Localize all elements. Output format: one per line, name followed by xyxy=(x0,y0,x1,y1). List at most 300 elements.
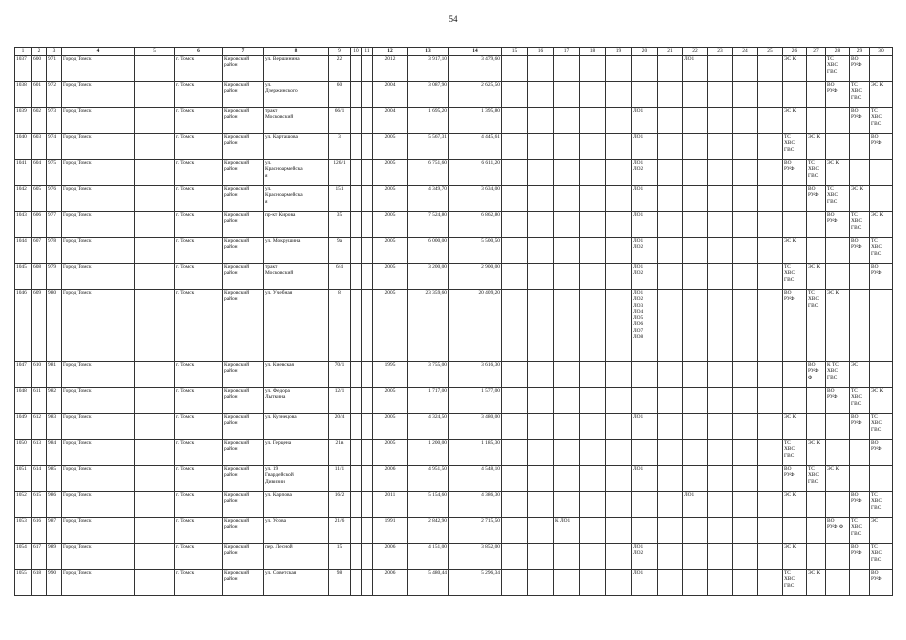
cell-col-19 xyxy=(606,570,632,596)
cell-col-10 xyxy=(351,570,362,596)
cell-col-16 xyxy=(528,570,554,596)
cell-col-21 xyxy=(658,238,683,264)
cell-col-27: ЭС К xyxy=(807,570,826,596)
cell-col-30: ТС ХВС ГВС xyxy=(870,414,893,440)
cell-col-28: ВО РУФ xyxy=(826,388,850,414)
cell-col-23 xyxy=(708,544,733,570)
cell-col-18 xyxy=(580,160,606,186)
cell-col-2: 610 xyxy=(32,362,47,388)
column-number-18: 18 xyxy=(580,48,606,56)
cell-col-20: ЛО1 xyxy=(632,134,658,160)
cell-col-7: Кировский район xyxy=(223,108,264,134)
cell-col-11 xyxy=(362,544,373,570)
cell-col-26: ВО РУФ xyxy=(783,290,807,362)
table-row xyxy=(15,134,893,160)
cell-col-18 xyxy=(580,518,606,544)
column-number-22: 22 xyxy=(683,48,708,56)
cell-col-26: ТС ХВС ГВС xyxy=(783,264,807,290)
cell-col-2: 608 xyxy=(32,264,47,290)
cell-col-26 xyxy=(783,518,807,544)
cell-col-17 xyxy=(554,160,580,186)
cell-col-3: 990 xyxy=(47,570,62,596)
cell-col-23 xyxy=(708,134,733,160)
cell-col-28 xyxy=(826,238,850,264)
cell-col-15 xyxy=(502,290,528,362)
cell-col-22 xyxy=(683,544,708,570)
cell-col-14: 4 445,61 xyxy=(449,134,502,160)
page-number: 54 xyxy=(448,14,458,24)
cell-col-20: ЛО1 ЛО2 xyxy=(632,238,658,264)
cell-col-12: 2005 xyxy=(373,186,408,212)
cell-col-11 xyxy=(362,570,373,596)
cell-col-19 xyxy=(606,160,632,186)
cell-col-25 xyxy=(758,212,783,238)
cell-col-27: ЭС К xyxy=(807,134,826,160)
cell-col-5 xyxy=(135,466,175,492)
cell-col-13: 6 000,00 xyxy=(408,238,449,264)
cell-col-23 xyxy=(708,290,733,362)
table-row xyxy=(15,56,893,82)
cell-col-16 xyxy=(528,440,554,466)
cell-col-21 xyxy=(658,108,683,134)
cell-col-5 xyxy=(135,362,175,388)
cell-col-10 xyxy=(351,388,362,414)
cell-col-13: 4 349,70 xyxy=(408,186,449,212)
cell-col-11 xyxy=(362,518,373,544)
cell-col-20 xyxy=(632,492,658,518)
cell-col-24 xyxy=(733,544,758,570)
cell-col-1: 1045 xyxy=(15,264,32,290)
cell-col-20: ЛО1 xyxy=(632,414,658,440)
cell-col-26 xyxy=(783,82,807,108)
cell-col-1: 1043 xyxy=(15,212,32,238)
cell-col-3: 983 xyxy=(47,414,62,440)
cell-col-14: 5 500,50 xyxy=(449,238,502,264)
cell-col-25 xyxy=(758,440,783,466)
cell-col-29: ТС ХВС ГВС xyxy=(850,388,870,414)
cell-col-9: 16/2 xyxy=(329,492,351,518)
cell-col-18 xyxy=(580,414,606,440)
cell-col-30: ВО РУФ xyxy=(870,264,893,290)
cell-col-28: ЭС К xyxy=(826,466,850,492)
cell-col-11 xyxy=(362,134,373,160)
cell-col-17 xyxy=(554,466,580,492)
cell-col-13: 2 842,90 xyxy=(408,518,449,544)
cell-col-1: 1051 xyxy=(15,466,32,492)
cell-col-18 xyxy=(580,186,606,212)
cell-col-11 xyxy=(362,238,373,264)
cell-col-21 xyxy=(658,518,683,544)
cell-col-10 xyxy=(351,82,362,108)
cell-col-20: ЛО1 ЛО2 ЛО3 ЛО4 ЛО5 ЛО6 ЛО7 ЛО8 xyxy=(632,290,658,362)
cell-col-6: г. Томск xyxy=(175,160,223,186)
cell-col-19 xyxy=(606,212,632,238)
cell-col-12: 2005 xyxy=(373,160,408,186)
cell-col-5 xyxy=(135,414,175,440)
cell-col-4: Город Томск xyxy=(62,212,135,238)
cell-col-26: ЭС К xyxy=(783,238,807,264)
cell-col-25 xyxy=(758,290,783,362)
cell-col-15 xyxy=(502,186,528,212)
cell-col-30: ЭС К xyxy=(870,82,893,108)
cell-col-6: г. Томск xyxy=(175,388,223,414)
cell-col-19 xyxy=(606,440,632,466)
cell-col-13: 7 524,80 xyxy=(408,212,449,238)
cell-col-6: г. Томск xyxy=(175,82,223,108)
cell-col-9: 20/4 xyxy=(329,414,351,440)
cell-col-16 xyxy=(528,290,554,362)
cell-col-2: 614 xyxy=(32,466,47,492)
cell-col-7: Кировский район xyxy=(223,570,264,596)
cell-col-29: ЭС К xyxy=(850,186,870,212)
cell-col-28 xyxy=(826,134,850,160)
cell-col-22: ЛО1 xyxy=(683,492,708,518)
cell-col-10 xyxy=(351,518,362,544)
cell-col-22 xyxy=(683,264,708,290)
cell-col-20: ЛО1 ЛО2 xyxy=(632,160,658,186)
cell-col-16 xyxy=(528,82,554,108)
cell-col-19 xyxy=(606,134,632,160)
cell-col-8: ул. 19 Гвардейской Дивизии xyxy=(264,466,329,492)
cell-col-9: 126/1 xyxy=(329,160,351,186)
cell-col-21 xyxy=(658,466,683,492)
cell-col-14: 6 611,20 xyxy=(449,160,502,186)
cell-col-22 xyxy=(683,362,708,388)
cell-col-10 xyxy=(351,466,362,492)
cell-col-18 xyxy=(580,492,606,518)
cell-col-26: ЭС К xyxy=(783,492,807,518)
cell-col-29: ВО РУФ xyxy=(850,544,870,570)
column-number-29: 29 xyxy=(850,48,870,56)
cell-col-5 xyxy=(135,56,175,82)
cell-col-22 xyxy=(683,440,708,466)
cell-col-1: 1054 xyxy=(15,544,32,570)
cell-col-9: 3 xyxy=(329,134,351,160)
cell-col-8: ул. Карпова xyxy=(264,492,329,518)
cell-col-17 xyxy=(554,544,580,570)
cell-col-6: г. Томск xyxy=(175,238,223,264)
cell-col-3: 985 xyxy=(47,466,62,492)
cell-col-11 xyxy=(362,160,373,186)
cell-col-25 xyxy=(758,414,783,440)
cell-col-14: 3 634,00 xyxy=(449,186,502,212)
cell-col-13: 1 200,00 xyxy=(408,440,449,466)
cell-col-4: Город Томск xyxy=(62,264,135,290)
cell-col-5 xyxy=(135,264,175,290)
cell-col-25 xyxy=(758,492,783,518)
cell-col-28 xyxy=(826,544,850,570)
cell-col-1: 1048 xyxy=(15,388,32,414)
cell-col-19 xyxy=(606,362,632,388)
cell-col-12: 2005 xyxy=(373,440,408,466)
cell-col-23 xyxy=(708,518,733,544)
cell-col-4: Город Томск xyxy=(62,414,135,440)
cell-col-7: Кировский район xyxy=(223,518,264,544)
cell-col-20: ЛО1 xyxy=(632,108,658,134)
cell-col-24 xyxy=(733,414,758,440)
cell-col-21 xyxy=(658,186,683,212)
cell-col-3: 978 xyxy=(47,238,62,264)
cell-col-9: 22 xyxy=(329,56,351,82)
table-row xyxy=(15,108,893,134)
cell-col-19 xyxy=(606,56,632,82)
cell-col-13: 6 751,60 xyxy=(408,160,449,186)
table-row xyxy=(15,388,893,414)
cell-col-7: Кировский район xyxy=(223,414,264,440)
cell-col-27: ТС ХВС ГВС xyxy=(807,160,826,186)
register-table xyxy=(14,47,893,596)
table-row xyxy=(15,264,893,290)
cell-col-12: 2005 xyxy=(373,388,408,414)
cell-col-10 xyxy=(351,108,362,134)
cell-col-25 xyxy=(758,186,783,212)
cell-col-24 xyxy=(733,212,758,238)
cell-col-4: Город Томск xyxy=(62,108,135,134)
cell-col-8: ул. Герцена xyxy=(264,440,329,466)
cell-col-8: тракт Московский xyxy=(264,108,329,134)
cell-col-16 xyxy=(528,544,554,570)
cell-col-24 xyxy=(733,440,758,466)
cell-col-21 xyxy=(658,264,683,290)
cell-col-3: 984 xyxy=(47,440,62,466)
cell-col-21 xyxy=(658,440,683,466)
cell-col-10 xyxy=(351,212,362,238)
cell-col-9: 15 xyxy=(329,544,351,570)
cell-col-24 xyxy=(733,492,758,518)
cell-col-4: Город Томск xyxy=(62,290,135,362)
cell-col-3: 980 xyxy=(47,290,62,362)
cell-col-30 xyxy=(870,160,893,186)
cell-col-2: 602 xyxy=(32,108,47,134)
cell-col-27 xyxy=(807,518,826,544)
table-row xyxy=(15,238,893,264)
cell-col-12: 2005 xyxy=(373,134,408,160)
cell-col-28: ТС ХВС ГВС xyxy=(826,186,850,212)
cell-col-14: 4 386,30 xyxy=(449,492,502,518)
cell-col-30 xyxy=(870,290,893,362)
cell-col-28 xyxy=(826,108,850,134)
cell-col-15 xyxy=(502,544,528,570)
cell-col-11 xyxy=(362,492,373,518)
cell-col-17 xyxy=(554,238,580,264)
column-number-2: 2 xyxy=(32,48,47,56)
cell-col-22 xyxy=(683,134,708,160)
cell-col-30: ЭС К xyxy=(870,212,893,238)
cell-col-22 xyxy=(683,186,708,212)
cell-col-30 xyxy=(870,466,893,492)
cell-col-14: 2 625,50 xyxy=(449,82,502,108)
cell-col-6: г. Томск xyxy=(175,56,223,82)
cell-col-24 xyxy=(733,518,758,544)
cell-col-22 xyxy=(683,518,708,544)
cell-col-24 xyxy=(733,82,758,108)
column-number-17: 17 xyxy=(554,48,580,56)
cell-col-8: ул. Красноармейска я xyxy=(264,160,329,186)
cell-col-16 xyxy=(528,108,554,134)
cell-col-1: 1040 xyxy=(15,134,32,160)
cell-col-3: 972 xyxy=(47,82,62,108)
cell-col-27 xyxy=(807,238,826,264)
cell-col-19 xyxy=(606,414,632,440)
cell-col-29: ВО РУФ xyxy=(850,238,870,264)
cell-col-27: ТС ХВС ГВС xyxy=(807,290,826,362)
table-row xyxy=(15,440,893,466)
cell-col-13: 1 717,00 xyxy=(408,388,449,414)
cell-col-27 xyxy=(807,108,826,134)
cell-col-15 xyxy=(502,388,528,414)
column-number-24: 24 xyxy=(733,48,758,56)
cell-col-28 xyxy=(826,414,850,440)
cell-col-21 xyxy=(658,212,683,238)
cell-col-28: ТС ХВС ГВС xyxy=(826,56,850,82)
cell-col-26: ЭС К xyxy=(783,414,807,440)
cell-col-16 xyxy=(528,414,554,440)
cell-col-29: ЭС xyxy=(850,362,870,388)
table-row xyxy=(15,186,893,212)
cell-col-17 xyxy=(554,362,580,388)
table-row xyxy=(15,82,893,108)
cell-col-20 xyxy=(632,440,658,466)
cell-col-9: 9а xyxy=(329,238,351,264)
cell-col-15 xyxy=(502,212,528,238)
cell-col-8: пер. Лесной xyxy=(264,544,329,570)
cell-col-2: 616 xyxy=(32,518,47,544)
column-number-14: 14 xyxy=(449,48,502,56)
cell-col-14: 3 852,00 xyxy=(449,544,502,570)
cell-col-7: Кировский район xyxy=(223,362,264,388)
cell-col-5 xyxy=(135,108,175,134)
cell-col-26: ВО РУФ xyxy=(783,466,807,492)
cell-col-2: 607 xyxy=(32,238,47,264)
column-number-8: 8 xyxy=(264,48,329,56)
cell-col-25 xyxy=(758,134,783,160)
cell-col-30 xyxy=(870,56,893,82)
cell-col-11 xyxy=(362,186,373,212)
table-row xyxy=(15,544,893,570)
column-number-28: 28 xyxy=(826,48,850,56)
cell-col-16 xyxy=(528,160,554,186)
cell-col-16 xyxy=(528,56,554,82)
cell-col-21 xyxy=(658,82,683,108)
cell-col-24 xyxy=(733,186,758,212)
cell-col-9: 8 xyxy=(329,290,351,362)
cell-col-30: ВО РУФ xyxy=(870,134,893,160)
cell-col-15 xyxy=(502,56,528,82)
cell-col-20 xyxy=(632,362,658,388)
cell-col-2: 603 xyxy=(32,134,47,160)
cell-col-5 xyxy=(135,238,175,264)
cell-col-8: ул. Карташова xyxy=(264,134,329,160)
cell-col-5 xyxy=(135,134,175,160)
cell-col-30: ТС ХВС ГВС xyxy=(870,238,893,264)
cell-col-27: ВО РУФ xyxy=(807,186,826,212)
cell-col-11 xyxy=(362,414,373,440)
cell-col-27 xyxy=(807,544,826,570)
cell-col-4: Город Томск xyxy=(62,492,135,518)
cell-col-1: 1055 xyxy=(15,570,32,596)
cell-col-3: 977 xyxy=(47,212,62,238)
table-row xyxy=(15,160,893,186)
cell-col-29: ВО РУФ xyxy=(850,56,870,82)
cell-col-18 xyxy=(580,264,606,290)
cell-col-28: ВО РУФ xyxy=(826,212,850,238)
cell-col-17 xyxy=(554,108,580,134)
cell-col-12: 2005 xyxy=(373,212,408,238)
cell-col-27 xyxy=(807,56,826,82)
table-body xyxy=(15,56,893,596)
cell-col-13: 3 755,00 xyxy=(408,362,449,388)
cell-col-4: Город Томск xyxy=(62,518,135,544)
cell-col-4: Город Томск xyxy=(62,440,135,466)
column-number-23: 23 xyxy=(708,48,733,56)
cell-col-14: 3 480,00 xyxy=(449,414,502,440)
column-number-15: 15 xyxy=(502,48,528,56)
cell-col-18 xyxy=(580,570,606,596)
cell-col-13: 5 567,31 xyxy=(408,134,449,160)
cell-col-22 xyxy=(683,414,708,440)
cell-col-23 xyxy=(708,388,733,414)
cell-col-12: 2006 xyxy=(373,466,408,492)
cell-col-7: Кировский район xyxy=(223,82,264,108)
cell-col-17 xyxy=(554,440,580,466)
cell-col-3: 989 xyxy=(47,544,62,570)
cell-col-16 xyxy=(528,362,554,388)
column-number-5: 5 xyxy=(135,48,175,56)
cell-col-19 xyxy=(606,238,632,264)
cell-col-3: 976 xyxy=(47,186,62,212)
cell-col-11 xyxy=(362,362,373,388)
cell-col-6: г. Томск xyxy=(175,290,223,362)
cell-col-27: ТС ХВС ГВС xyxy=(807,466,826,492)
cell-col-15 xyxy=(502,134,528,160)
cell-col-23 xyxy=(708,362,733,388)
cell-col-23 xyxy=(708,160,733,186)
cell-col-1: 1039 xyxy=(15,108,32,134)
cell-col-27 xyxy=(807,212,826,238)
cell-col-12: 2012 xyxy=(373,56,408,82)
cell-col-4: Город Томск xyxy=(62,570,135,596)
cell-col-5 xyxy=(135,518,175,544)
cell-col-7: Кировский район xyxy=(223,544,264,570)
cell-col-3: 973 xyxy=(47,108,62,134)
cell-col-13: 3 200,00 xyxy=(408,264,449,290)
cell-col-30: ЭС К xyxy=(870,388,893,414)
cell-col-1: 1046 xyxy=(15,290,32,362)
cell-col-14: 2 900,00 xyxy=(449,264,502,290)
cell-col-17 xyxy=(554,212,580,238)
cell-col-3: 971 xyxy=(47,56,62,82)
cell-col-11 xyxy=(362,466,373,492)
cell-col-19 xyxy=(606,290,632,362)
cell-col-27: ЭС К xyxy=(807,440,826,466)
cell-col-18 xyxy=(580,212,606,238)
cell-col-17 xyxy=(554,82,580,108)
cell-col-6: г. Томск xyxy=(175,186,223,212)
cell-col-4: Город Томск xyxy=(62,544,135,570)
cell-col-26: ВО РУФ xyxy=(783,160,807,186)
cell-col-21 xyxy=(658,362,683,388)
cell-col-13: 5 154,60 xyxy=(408,492,449,518)
table-row xyxy=(15,414,893,440)
cell-col-24 xyxy=(733,290,758,362)
cell-col-23 xyxy=(708,212,733,238)
cell-col-3: 982 xyxy=(47,388,62,414)
cell-col-22 xyxy=(683,160,708,186)
cell-col-19 xyxy=(606,186,632,212)
column-number-6: 6 xyxy=(175,48,223,56)
cell-col-7: Кировский район xyxy=(223,238,264,264)
cell-col-27 xyxy=(807,388,826,414)
